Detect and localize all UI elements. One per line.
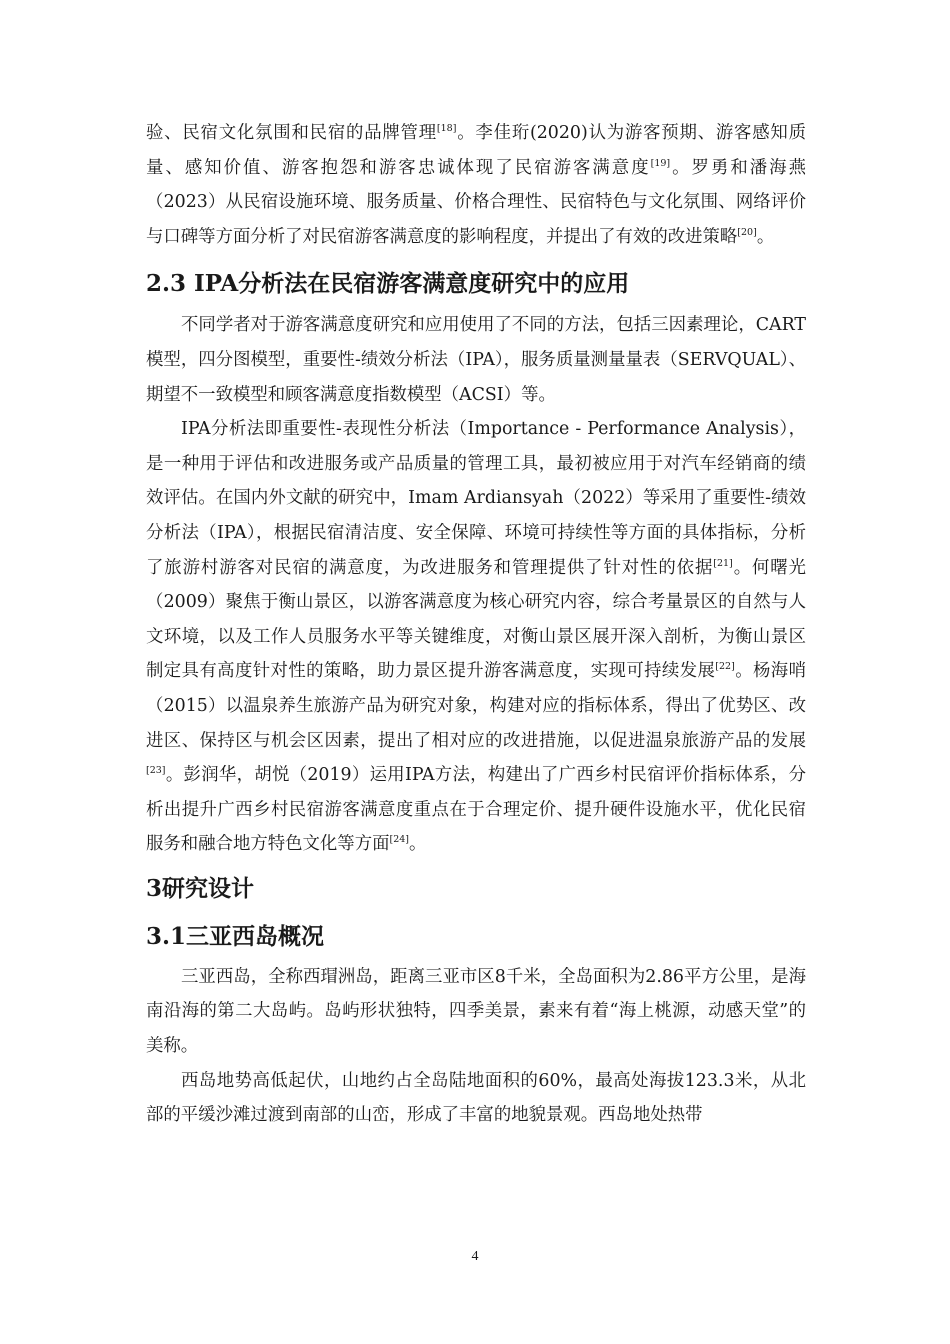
paragraph-text: 。何曙光（2009）聚焦于衡山景区，以游客满意度为核心研究内容，综合考量景区的自然与人文环境，以及工作人员服务水平等关键维度，对衡山景区展开深入剖析，为衡山景区制定具有高度针对性的策略，助力景区提升游客满意度，实现可持续发展 [146,557,806,682]
citation-ref: [22] [715,661,735,673]
paragraph: 三亚西岛，全称西瑁洲岛，距离三亚市区8千米，全岛面积为2.86平方公里，是海南沿海的第二大岛屿。岛屿形状独特，四季美景，素来有着“海上桃源，动感天堂”的美称。 [146,966,806,1057]
paragraph-text: IPA分析法即重要性-表现性分析法（Importance - Performance Analysis），是一种用于评估和改进服务或产品质量的管理工具，最初被应用于对汽车经销商的绩效评估。在国内外文献的研究中，Imam Ardiansyah（2022）等采用了重要性-绩效分析法（IPA），根据民宿清洁度、安全保障、环境可持续性等方面的具体指标，分析了旅游村游客对民宿的满意度，为改进服务和管理提供了针对性的依据 [146,419,806,578]
paragraph-text: 。杨海哨（2015）以温泉养生旅游产品为研究对象，构建对应的指标体系，得出了优势区、改进区、保持区与机会区因素，提出了相对应的改进措施，以促进温泉旅游产品的发展 [146,661,806,751]
paragraph [146,412,806,862]
paragraph-text: 验、民宿文化氛围和民宿的品牌管理 [146,123,437,143]
paragraph: 不同学者对于游客满意度研究和应用使用了不同的方法，包括三因素理论，CART模型，四分图模型，重要性-绩效分析法（IPA），服务质量测量量表（SERVQUAL）、期望不一致模型和顾客满意度指数模型（ACSI）等。 [146,315,806,405]
citation-ref: [24] [389,834,409,846]
paragraph [146,116,806,254]
paragraph: 西岛地势高低起伏，山地约占全岛陆地面积的60%，最高处海拔123.3米，从北部的平缓沙滩过渡到南部的山峦，形成了丰富的地貌景观。西岛地处热带 [146,1070,806,1126]
section-heading-3-1: 3.1三亚西岛概况 [146,922,325,950]
paragraph-text: 。彭润华，胡悦（2019）运用IPA方法，构建出了广西乡村民宿评价指标体系，分析出提升广西乡村民宿游客满意度重点在于合理定价、提升硬件设施水平，优化民宿服务和融合地方特色文化等方面 [146,765,806,855]
citation-ref: [23] [146,765,166,777]
paragraph-text: 。 [756,226,775,247]
page-content [146,116,806,1133]
citation-ref: [21] [713,557,733,569]
paragraph-text: 。罗勇和潘海燕（2023）从民宿设施环境、服务质量、价格合理性、民宿特色与文化氛围、网络评价与口碑等方面分析了对民宿游客满意度的影响程度，并提出了有效的改进策略 [146,157,806,247]
paragraph-text: 。李佳珩(2020)认为游客预期、游客感知质量、感知价值、游客抱怨和游客忠诚体现了民宿游客满意度 [146,123,806,178]
section-heading-3: 3研究设计 [146,874,255,902]
page-number: 4 [471,1249,479,1264]
paragraph-text: 。 [409,834,427,855]
citation-ref: [19] [650,157,671,169]
section-heading-2-3: 2.3 IPA分析法在民宿游客满意度研究中的应用 [146,270,630,298]
citation-ref: [18] [436,123,457,134]
citation-ref: [20] [737,226,757,238]
